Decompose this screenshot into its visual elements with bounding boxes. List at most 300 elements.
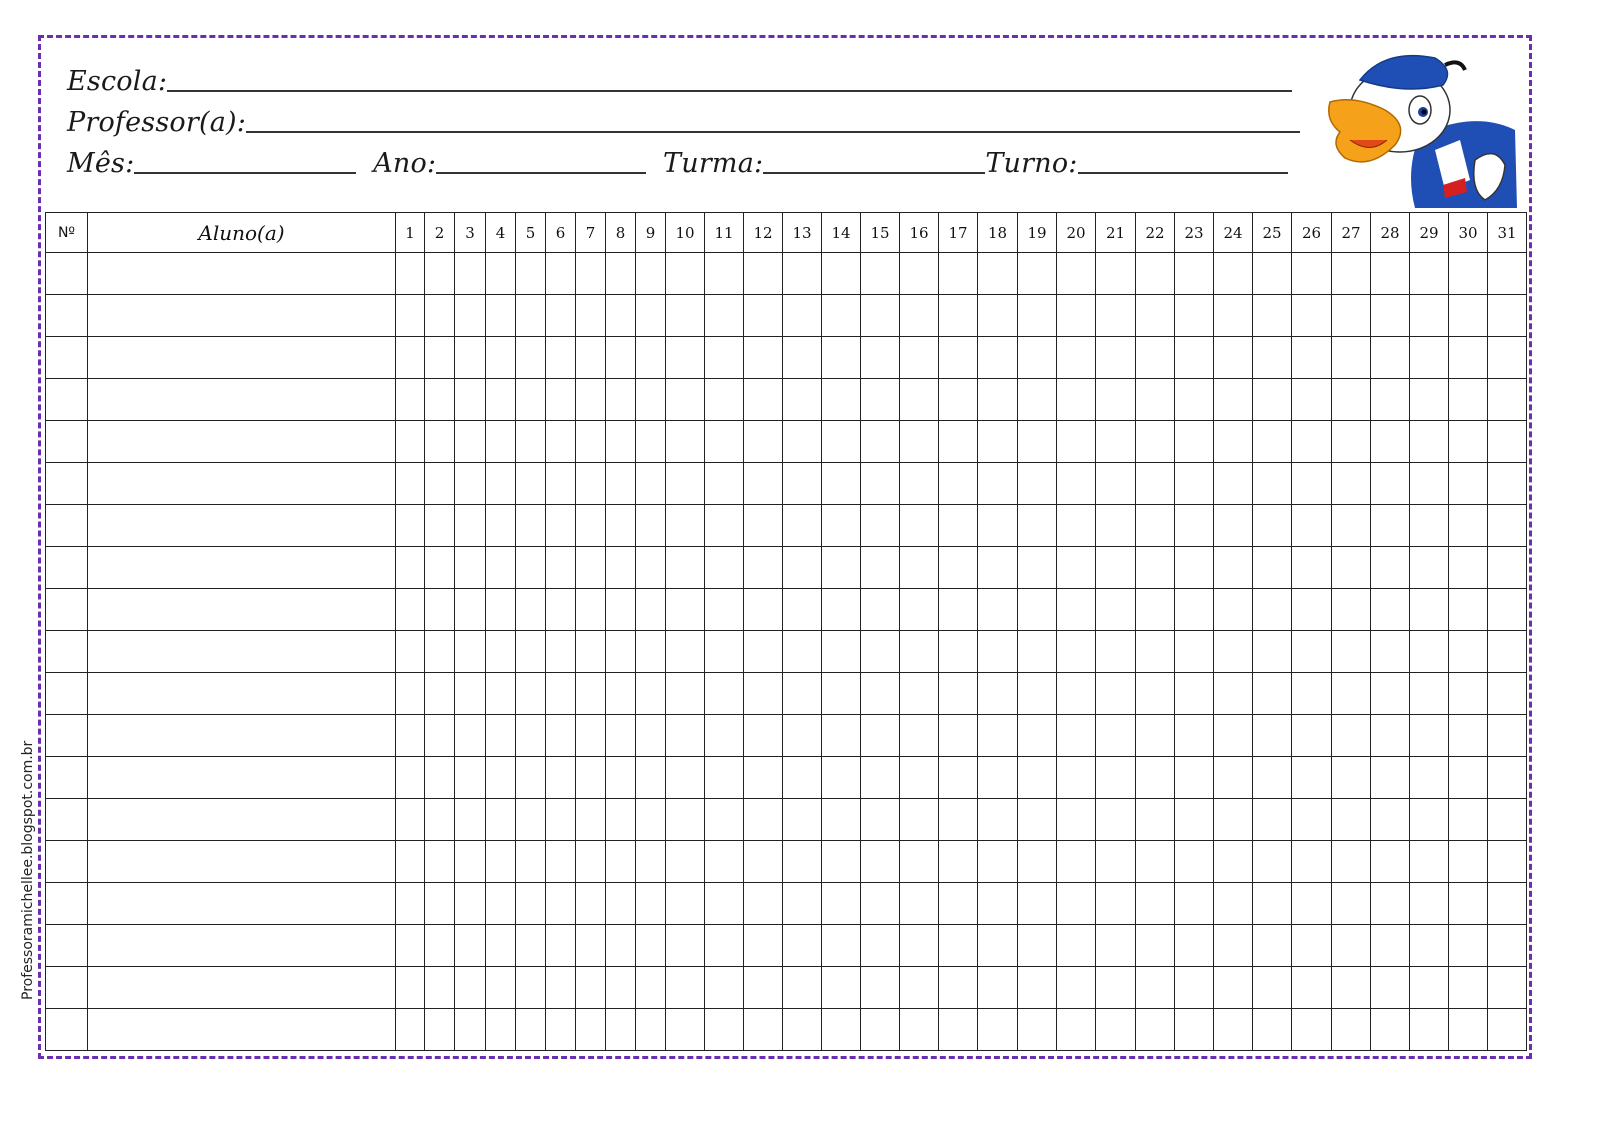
attendance-cell[interactable] [666, 757, 705, 799]
attendance-cell[interactable] [1292, 631, 1332, 673]
attendance-cell[interactable] [1371, 253, 1410, 295]
attendance-cell[interactable] [1096, 589, 1136, 631]
attendance-cell[interactable] [455, 337, 486, 379]
attendance-cell[interactable] [1292, 547, 1332, 589]
attendance-cell[interactable] [666, 883, 705, 925]
attendance-cell[interactable] [1410, 253, 1449, 295]
attendance-cell[interactable] [861, 883, 900, 925]
attendance-cell[interactable] [516, 589, 546, 631]
attendance-cell[interactable] [666, 841, 705, 883]
attendance-cell[interactable] [425, 295, 455, 337]
attendance-cell[interactable] [861, 841, 900, 883]
attendance-cell[interactable] [425, 589, 455, 631]
attendance-cell[interactable] [425, 757, 455, 799]
attendance-cell[interactable] [546, 379, 576, 421]
attendance-cell[interactable] [939, 463, 978, 505]
attendance-cell[interactable] [1488, 631, 1527, 673]
attendance-cell[interactable] [822, 379, 861, 421]
attendance-cell[interactable] [666, 463, 705, 505]
attendance-cell[interactable] [425, 925, 455, 967]
attendance-cell[interactable] [1253, 673, 1292, 715]
number-cell[interactable] [46, 547, 88, 589]
attendance-cell[interactable] [1410, 337, 1449, 379]
attendance-cell[interactable] [1371, 295, 1410, 337]
attendance-cell[interactable] [783, 295, 822, 337]
attendance-cell[interactable] [636, 631, 666, 673]
attendance-cell[interactable] [425, 421, 455, 463]
attendance-cell[interactable] [455, 1009, 486, 1051]
attendance-cell[interactable] [1332, 757, 1371, 799]
attendance-cell[interactable] [744, 757, 783, 799]
attendance-cell[interactable] [1175, 1009, 1214, 1051]
attendance-cell[interactable] [1096, 715, 1136, 757]
attendance-cell[interactable] [516, 799, 546, 841]
attendance-cell[interactable] [978, 379, 1018, 421]
attendance-cell[interactable] [705, 925, 744, 967]
attendance-cell[interactable] [455, 295, 486, 337]
attendance-cell[interactable] [978, 673, 1018, 715]
attendance-cell[interactable] [1371, 589, 1410, 631]
attendance-cell[interactable] [1449, 589, 1488, 631]
attendance-cell[interactable] [636, 295, 666, 337]
attendance-cell[interactable] [1175, 841, 1214, 883]
attendance-cell[interactable] [939, 295, 978, 337]
student-name-cell[interactable] [88, 631, 396, 673]
attendance-cell[interactable] [705, 799, 744, 841]
attendance-cell[interactable] [606, 1009, 636, 1051]
attendance-cell[interactable] [1488, 673, 1527, 715]
attendance-cell[interactable] [1253, 463, 1292, 505]
attendance-cell[interactable] [1332, 337, 1371, 379]
attendance-cell[interactable] [1488, 1009, 1527, 1051]
attendance-cell[interactable] [636, 967, 666, 1009]
attendance-cell[interactable] [1018, 631, 1057, 673]
attendance-cell[interactable] [1449, 967, 1488, 1009]
attendance-cell[interactable] [516, 379, 546, 421]
attendance-cell[interactable] [783, 631, 822, 673]
attendance-cell[interactable] [576, 295, 606, 337]
attendance-cell[interactable] [396, 1009, 425, 1051]
attendance-cell[interactable] [1136, 757, 1175, 799]
attendance-cell[interactable] [396, 925, 425, 967]
attendance-cell[interactable] [1449, 505, 1488, 547]
attendance-cell[interactable] [666, 547, 705, 589]
attendance-cell[interactable] [606, 883, 636, 925]
attendance-cell[interactable] [861, 463, 900, 505]
attendance-cell[interactable] [783, 505, 822, 547]
attendance-cell[interactable] [666, 967, 705, 1009]
attendance-cell[interactable] [1018, 841, 1057, 883]
attendance-cell[interactable] [455, 253, 486, 295]
attendance-cell[interactable] [666, 589, 705, 631]
attendance-cell[interactable] [546, 925, 576, 967]
attendance-cell[interactable] [1332, 631, 1371, 673]
attendance-cell[interactable] [861, 967, 900, 1009]
attendance-cell[interactable] [576, 925, 606, 967]
attendance-cell[interactable] [1253, 589, 1292, 631]
attendance-cell[interactable] [666, 925, 705, 967]
attendance-cell[interactable] [861, 1009, 900, 1051]
attendance-cell[interactable] [1253, 295, 1292, 337]
attendance-cell[interactable] [939, 631, 978, 673]
attendance-cell[interactable] [396, 631, 425, 673]
attendance-cell[interactable] [576, 589, 606, 631]
attendance-cell[interactable] [1410, 547, 1449, 589]
attendance-cell[interactable] [486, 673, 516, 715]
attendance-cell[interactable] [1253, 757, 1292, 799]
attendance-cell[interactable] [1253, 715, 1292, 757]
attendance-cell[interactable] [1136, 715, 1175, 757]
attendance-cell[interactable] [783, 925, 822, 967]
attendance-cell[interactable] [576, 421, 606, 463]
attendance-cell[interactable] [744, 253, 783, 295]
attendance-cell[interactable] [425, 337, 455, 379]
attendance-cell[interactable] [822, 925, 861, 967]
attendance-cell[interactable] [1410, 589, 1449, 631]
attendance-cell[interactable] [1096, 631, 1136, 673]
attendance-cell[interactable] [455, 631, 486, 673]
attendance-cell[interactable] [1410, 379, 1449, 421]
attendance-cell[interactable] [455, 925, 486, 967]
attendance-cell[interactable] [744, 421, 783, 463]
attendance-cell[interactable] [1253, 421, 1292, 463]
attendance-cell[interactable] [516, 1009, 546, 1051]
attendance-cell[interactable] [705, 631, 744, 673]
attendance-cell[interactable] [636, 883, 666, 925]
attendance-cell[interactable] [705, 673, 744, 715]
attendance-cell[interactable] [546, 967, 576, 1009]
attendance-cell[interactable] [1488, 967, 1527, 1009]
attendance-cell[interactable] [1057, 421, 1096, 463]
attendance-cell[interactable] [978, 463, 1018, 505]
attendance-cell[interactable] [900, 631, 939, 673]
attendance-cell[interactable] [1292, 925, 1332, 967]
attendance-cell[interactable] [822, 463, 861, 505]
student-name-cell[interactable] [88, 589, 396, 631]
attendance-cell[interactable] [576, 757, 606, 799]
attendance-cell[interactable] [546, 295, 576, 337]
student-name-cell[interactable] [88, 463, 396, 505]
attendance-cell[interactable] [1096, 463, 1136, 505]
ano-input-line[interactable] [436, 148, 646, 174]
attendance-cell[interactable] [1371, 841, 1410, 883]
attendance-cell[interactable] [1057, 799, 1096, 841]
attendance-cell[interactable] [744, 1009, 783, 1051]
attendance-cell[interactable] [516, 841, 546, 883]
number-cell[interactable] [46, 379, 88, 421]
attendance-cell[interactable] [978, 883, 1018, 925]
attendance-cell[interactable] [1410, 757, 1449, 799]
attendance-cell[interactable] [939, 673, 978, 715]
attendance-cell[interactable] [396, 253, 425, 295]
attendance-cell[interactable] [822, 589, 861, 631]
attendance-cell[interactable] [1175, 547, 1214, 589]
attendance-cell[interactable] [1292, 253, 1332, 295]
attendance-cell[interactable] [1018, 589, 1057, 631]
attendance-cell[interactable] [486, 589, 516, 631]
attendance-cell[interactable] [455, 673, 486, 715]
attendance-cell[interactable] [900, 841, 939, 883]
attendance-cell[interactable] [425, 967, 455, 1009]
attendance-cell[interactable] [1057, 757, 1096, 799]
attendance-cell[interactable] [1292, 295, 1332, 337]
attendance-cell[interactable] [1292, 757, 1332, 799]
attendance-cell[interactable] [1449, 421, 1488, 463]
attendance-cell[interactable] [822, 841, 861, 883]
attendance-cell[interactable] [1096, 379, 1136, 421]
attendance-cell[interactable] [1018, 463, 1057, 505]
number-cell[interactable] [46, 589, 88, 631]
attendance-cell[interactable] [636, 421, 666, 463]
attendance-cell[interactable] [606, 421, 636, 463]
attendance-cell[interactable] [425, 715, 455, 757]
attendance-cell[interactable] [576, 673, 606, 715]
attendance-cell[interactable] [1292, 883, 1332, 925]
attendance-cell[interactable] [861, 379, 900, 421]
attendance-cell[interactable] [1292, 673, 1332, 715]
attendance-cell[interactable] [783, 253, 822, 295]
student-name-cell[interactable] [88, 967, 396, 1009]
attendance-cell[interactable] [744, 925, 783, 967]
attendance-cell[interactable] [822, 715, 861, 757]
attendance-cell[interactable] [1371, 463, 1410, 505]
attendance-cell[interactable] [546, 715, 576, 757]
attendance-cell[interactable] [1449, 799, 1488, 841]
attendance-cell[interactable] [861, 715, 900, 757]
attendance-cell[interactable] [900, 967, 939, 1009]
attendance-cell[interactable] [606, 631, 636, 673]
attendance-cell[interactable] [1136, 967, 1175, 1009]
attendance-cell[interactable] [1332, 925, 1371, 967]
attendance-cell[interactable] [606, 673, 636, 715]
attendance-cell[interactable] [1136, 547, 1175, 589]
attendance-cell[interactable] [1136, 253, 1175, 295]
number-cell[interactable] [46, 967, 88, 1009]
number-cell[interactable] [46, 631, 88, 673]
attendance-cell[interactable] [636, 715, 666, 757]
attendance-cell[interactable] [1449, 925, 1488, 967]
attendance-cell[interactable] [425, 841, 455, 883]
turno-input-line[interactable] [1078, 148, 1288, 174]
attendance-cell[interactable] [1096, 337, 1136, 379]
attendance-cell[interactable] [1449, 463, 1488, 505]
attendance-cell[interactable] [939, 547, 978, 589]
attendance-cell[interactable] [1332, 883, 1371, 925]
attendance-cell[interactable] [1332, 1009, 1371, 1051]
attendance-cell[interactable] [1175, 505, 1214, 547]
number-cell[interactable] [46, 295, 88, 337]
attendance-cell[interactable] [1253, 883, 1292, 925]
attendance-cell[interactable] [546, 1009, 576, 1051]
attendance-cell[interactable] [576, 463, 606, 505]
attendance-cell[interactable] [1096, 925, 1136, 967]
attendance-cell[interactable] [1449, 715, 1488, 757]
attendance-cell[interactable] [486, 799, 516, 841]
attendance-cell[interactable] [455, 463, 486, 505]
attendance-cell[interactable] [1253, 967, 1292, 1009]
attendance-cell[interactable] [516, 463, 546, 505]
attendance-cell[interactable] [1214, 673, 1253, 715]
attendance-cell[interactable] [978, 1009, 1018, 1051]
attendance-cell[interactable] [396, 757, 425, 799]
attendance-cell[interactable] [1449, 841, 1488, 883]
attendance-cell[interactable] [576, 883, 606, 925]
attendance-cell[interactable] [822, 673, 861, 715]
attendance-cell[interactable] [1449, 253, 1488, 295]
attendance-cell[interactable] [1096, 421, 1136, 463]
number-cell[interactable] [46, 841, 88, 883]
attendance-cell[interactable] [516, 421, 546, 463]
attendance-cell[interactable] [1371, 337, 1410, 379]
attendance-cell[interactable] [1018, 925, 1057, 967]
number-cell[interactable] [46, 253, 88, 295]
attendance-cell[interactable] [1253, 379, 1292, 421]
attendance-cell[interactable] [705, 589, 744, 631]
turma-input-line[interactable] [763, 148, 985, 174]
attendance-cell[interactable] [606, 967, 636, 1009]
attendance-cell[interactable] [1214, 337, 1253, 379]
attendance-cell[interactable] [1057, 547, 1096, 589]
attendance-cell[interactable] [705, 715, 744, 757]
attendance-cell[interactable] [425, 799, 455, 841]
attendance-cell[interactable] [1488, 883, 1527, 925]
attendance-cell[interactable] [666, 673, 705, 715]
attendance-cell[interactable] [1018, 295, 1057, 337]
attendance-cell[interactable] [978, 799, 1018, 841]
attendance-cell[interactable] [1175, 883, 1214, 925]
attendance-cell[interactable] [939, 379, 978, 421]
attendance-cell[interactable] [900, 589, 939, 631]
attendance-cell[interactable] [783, 337, 822, 379]
attendance-cell[interactable] [822, 295, 861, 337]
attendance-cell[interactable] [1096, 295, 1136, 337]
attendance-cell[interactable] [1449, 295, 1488, 337]
student-name-cell[interactable] [88, 337, 396, 379]
attendance-cell[interactable] [396, 715, 425, 757]
attendance-cell[interactable] [546, 421, 576, 463]
attendance-cell[interactable] [486, 547, 516, 589]
attendance-cell[interactable] [705, 463, 744, 505]
attendance-cell[interactable] [1057, 967, 1096, 1009]
student-name-cell[interactable] [88, 547, 396, 589]
attendance-cell[interactable] [546, 883, 576, 925]
attendance-cell[interactable] [744, 337, 783, 379]
attendance-cell[interactable] [636, 463, 666, 505]
attendance-cell[interactable] [1332, 841, 1371, 883]
attendance-cell[interactable] [1332, 379, 1371, 421]
attendance-cell[interactable] [576, 337, 606, 379]
attendance-cell[interactable] [486, 379, 516, 421]
attendance-cell[interactable] [1488, 547, 1527, 589]
attendance-cell[interactable] [425, 379, 455, 421]
attendance-cell[interactable] [978, 547, 1018, 589]
attendance-cell[interactable] [1136, 505, 1175, 547]
attendance-cell[interactable] [425, 505, 455, 547]
attendance-cell[interactable] [396, 883, 425, 925]
attendance-cell[interactable] [1488, 295, 1527, 337]
attendance-cell[interactable] [1488, 463, 1527, 505]
attendance-cell[interactable] [666, 1009, 705, 1051]
attendance-cell[interactable] [1253, 547, 1292, 589]
attendance-cell[interactable] [861, 757, 900, 799]
number-cell[interactable] [46, 421, 88, 463]
attendance-cell[interactable] [1018, 505, 1057, 547]
number-cell[interactable] [46, 463, 88, 505]
attendance-cell[interactable] [1410, 463, 1449, 505]
attendance-cell[interactable] [1018, 1009, 1057, 1051]
attendance-cell[interactable] [546, 463, 576, 505]
attendance-cell[interactable] [1214, 883, 1253, 925]
attendance-cell[interactable] [1096, 547, 1136, 589]
attendance-cell[interactable] [1332, 673, 1371, 715]
attendance-cell[interactable] [1096, 673, 1136, 715]
attendance-cell[interactable] [1214, 841, 1253, 883]
attendance-cell[interactable] [1175, 463, 1214, 505]
attendance-cell[interactable] [606, 337, 636, 379]
attendance-cell[interactable] [900, 799, 939, 841]
attendance-cell[interactable] [1332, 799, 1371, 841]
attendance-cell[interactable] [1410, 631, 1449, 673]
student-name-cell[interactable] [88, 253, 396, 295]
attendance-cell[interactable] [516, 253, 546, 295]
attendance-cell[interactable] [486, 463, 516, 505]
attendance-cell[interactable] [425, 547, 455, 589]
attendance-cell[interactable] [900, 715, 939, 757]
attendance-cell[interactable] [1136, 883, 1175, 925]
attendance-cell[interactable] [1488, 757, 1527, 799]
attendance-cell[interactable] [900, 757, 939, 799]
attendance-cell[interactable] [455, 799, 486, 841]
attendance-cell[interactable] [939, 925, 978, 967]
attendance-cell[interactable] [1410, 883, 1449, 925]
attendance-cell[interactable] [486, 967, 516, 1009]
attendance-cell[interactable] [1253, 925, 1292, 967]
attendance-cell[interactable] [546, 757, 576, 799]
attendance-cell[interactable] [396, 589, 425, 631]
attendance-cell[interactable] [1410, 505, 1449, 547]
attendance-cell[interactable] [1449, 337, 1488, 379]
attendance-cell[interactable] [1410, 841, 1449, 883]
attendance-cell[interactable] [1096, 799, 1136, 841]
attendance-cell[interactable] [546, 631, 576, 673]
attendance-cell[interactable] [1488, 379, 1527, 421]
attendance-cell[interactable] [1371, 1009, 1410, 1051]
attendance-cell[interactable] [1214, 799, 1253, 841]
attendance-cell[interactable] [666, 421, 705, 463]
attendance-cell[interactable] [455, 379, 486, 421]
attendance-cell[interactable] [978, 631, 1018, 673]
attendance-cell[interactable] [705, 547, 744, 589]
attendance-cell[interactable] [455, 715, 486, 757]
attendance-cell[interactable] [1175, 337, 1214, 379]
attendance-cell[interactable] [861, 421, 900, 463]
attendance-cell[interactable] [822, 547, 861, 589]
attendance-cell[interactable] [939, 421, 978, 463]
attendance-cell[interactable] [546, 337, 576, 379]
attendance-cell[interactable] [1057, 841, 1096, 883]
attendance-cell[interactable] [705, 295, 744, 337]
attendance-cell[interactable] [861, 925, 900, 967]
attendance-cell[interactable] [1292, 1009, 1332, 1051]
attendance-cell[interactable] [1175, 715, 1214, 757]
attendance-cell[interactable] [978, 589, 1018, 631]
attendance-cell[interactable] [1449, 631, 1488, 673]
attendance-cell[interactable] [425, 463, 455, 505]
attendance-cell[interactable] [1332, 295, 1371, 337]
attendance-cell[interactable] [744, 547, 783, 589]
attendance-cell[interactable] [666, 253, 705, 295]
attendance-cell[interactable] [666, 295, 705, 337]
